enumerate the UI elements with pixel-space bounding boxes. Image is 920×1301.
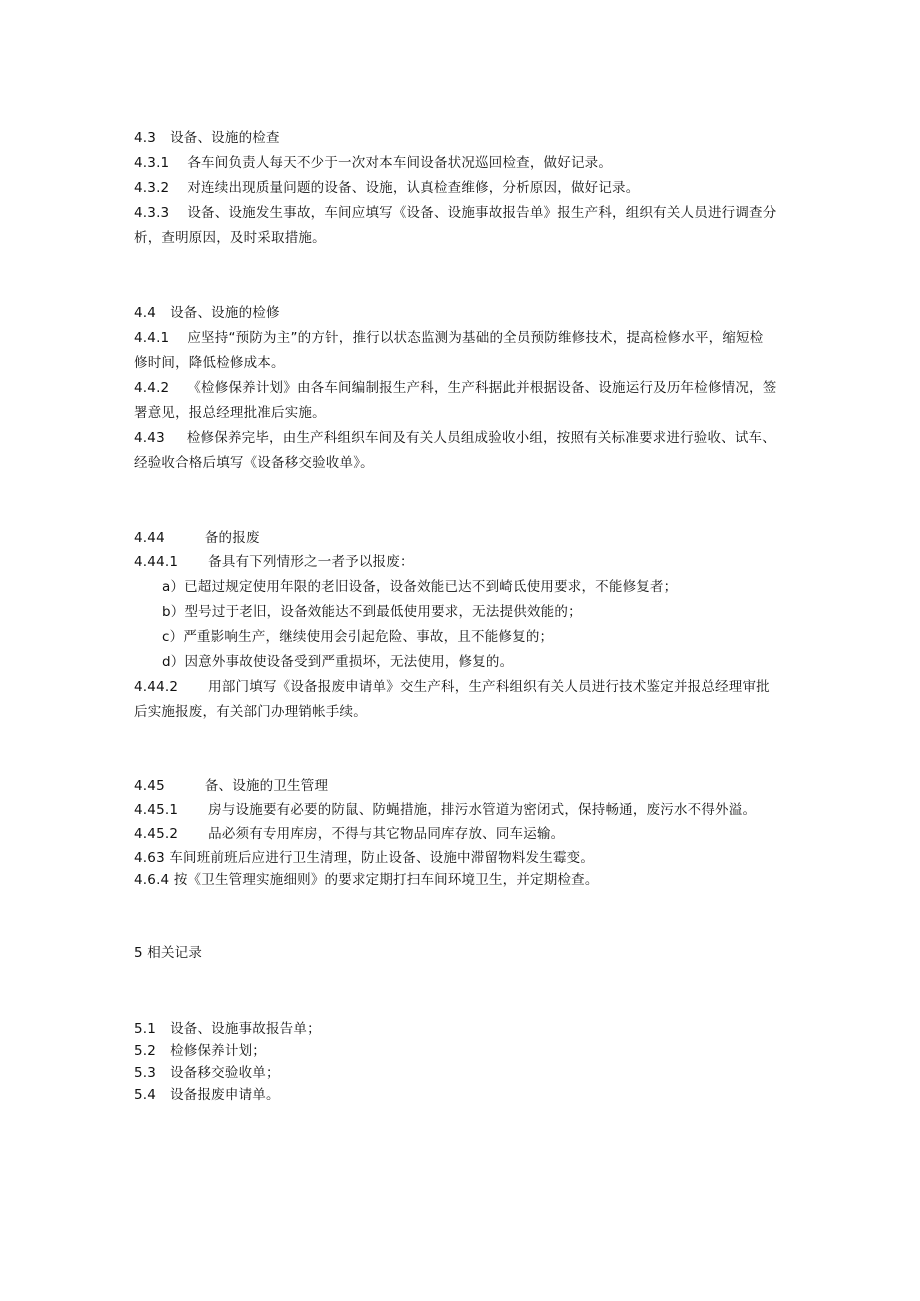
item-text: 各车间负责人每天不少于一次对本车间设备状况巡回检查，做好记录。	[187, 155, 613, 171]
item-4-44-2	[134, 678, 770, 696]
record-number: 5.3	[134, 1065, 157, 1081]
item-text: 检修保养完毕，由生产科组织车间及有关人员组成验收小组，按照有关标准要求进行验收、试车、	[186, 430, 776, 446]
record-5-3	[134, 1064, 280, 1082]
list-item-d: d）因意外事故使设备受到严重损坏，无法使用，修复的。	[162, 654, 514, 670]
record-number: 5.1	[134, 1021, 157, 1037]
heading-4-44	[134, 529, 260, 547]
item-4-44-2-continued: 后实施报废，有关部门办理销帐手续。	[134, 704, 367, 720]
item-number: 4.4.2	[134, 380, 170, 396]
record-5-4	[134, 1086, 280, 1104]
heading-title: 备的报废	[204, 530, 260, 546]
item-4-45-1	[134, 801, 756, 819]
item-4-3-3-continued: 析，查明原因，及时采取措施。	[134, 230, 326, 246]
heading-4-3	[134, 129, 280, 147]
item-number: 4.44.1	[134, 554, 179, 570]
list-item-b: b）型号过于老旧，设备效能达不到最低使用要求，无法提供效能的；	[162, 604, 582, 620]
item-4-6-4: 4.6.4 按《卫生管理实施细则》的要求定期打扫车间环境卫生，并定期检查。	[134, 872, 599, 888]
item-4-4-1	[134, 329, 763, 347]
record-text: 设备、设施事故报告单；	[170, 1021, 321, 1037]
item-4-45-2	[134, 825, 564, 843]
record-5-2	[134, 1042, 266, 1060]
item-number: 4.4.1	[134, 330, 170, 346]
item-number: 4.45.2	[134, 826, 179, 842]
item-number: 4.45.1	[134, 802, 179, 818]
item-4-44-1	[134, 553, 414, 571]
item-4-4-2	[134, 379, 776, 397]
item-4-43-continued: 经验收合格后填写《设备移交验收单》。	[134, 455, 374, 471]
item-4-63: 4.63 车间班前班后应进行卫生清理，防止设备、设施中滞留物料发生霉变。	[134, 850, 595, 866]
item-text: 应坚持“预防为主”的方针，推行以状态监测为基础的全员预防维修技术，提高检修水平，缩短检	[187, 330, 764, 346]
heading-title: 设备、设施的检查	[170, 130, 280, 146]
item-text: 对连续出现质量问题的设备、设施，认真检查维修，分析原因，做好记录。	[187, 180, 640, 196]
item-4-43	[134, 429, 776, 447]
record-text: 设备移交验收单；	[170, 1065, 280, 1081]
record-text: 设备报废申请单。	[170, 1087, 280, 1103]
item-4-4-1-continued: 修时间，降低检修成本。	[134, 355, 285, 371]
list-item-a: a）已超过规定使用年限的老旧设备，设备效能已达不到崎氐使用要求，不能修复者；	[162, 579, 678, 595]
record-5-1	[134, 1020, 321, 1038]
heading-number: 4.45	[134, 778, 165, 794]
item-text: 房与设施要有必要的防鼠、防蝇措施，排污水管道为密闭式，保持畅通，废污水不得外溢。	[208, 802, 757, 818]
item-text: 用部门填写《设备报废申请单》交生产科，生产科组织有关人员进行技术鉴定并报总经理审批	[208, 679, 770, 695]
item-text: 备具有下列情形之一者予以报废：	[208, 554, 414, 570]
heading-number: 4.3	[134, 130, 157, 146]
list-item-c: c）严重影响生产，继续使用会引起危险、事故，且不能修复的；	[162, 629, 554, 645]
item-number: 4.3.3	[134, 205, 170, 221]
item-number: 4.43	[134, 430, 165, 446]
heading-5: 5 相关记录	[134, 945, 203, 961]
heading-title: 设备、设施的检修	[170, 305, 280, 321]
item-4-3-1	[134, 154, 612, 172]
item-4-3-2	[134, 179, 639, 197]
item-text: 品必须有专用库房，不得与其它物品同库存放、同车运输。	[208, 826, 565, 842]
heading-number: 4.44	[134, 530, 165, 546]
item-number: 4.3.2	[134, 180, 170, 196]
item-4-3-3	[134, 204, 776, 222]
record-number: 5.4	[134, 1087, 157, 1103]
item-text: 《检修保养计划》由各车间编制报生产科，生产科据此并根据设备、设施运行及历年检修情况，签	[187, 380, 777, 396]
item-number: 4.44.2	[134, 679, 179, 695]
heading-4-45	[134, 777, 328, 795]
heading-4-4	[134, 304, 280, 322]
record-text: 检修保养计划；	[170, 1043, 266, 1059]
heading-number: 4.4	[134, 305, 157, 321]
record-number: 5.2	[134, 1043, 157, 1059]
item-4-4-2-continued: 署意见，报总经理批准后实施。	[134, 405, 326, 421]
item-number: 4.3.1	[134, 155, 170, 171]
item-text: 设备、设施发生事故，车间应填写《设备、设施事故报告单》报生产科，组织有关人员进行调查分	[187, 205, 777, 221]
heading-title: 备、设施的卫生管理	[204, 778, 329, 794]
